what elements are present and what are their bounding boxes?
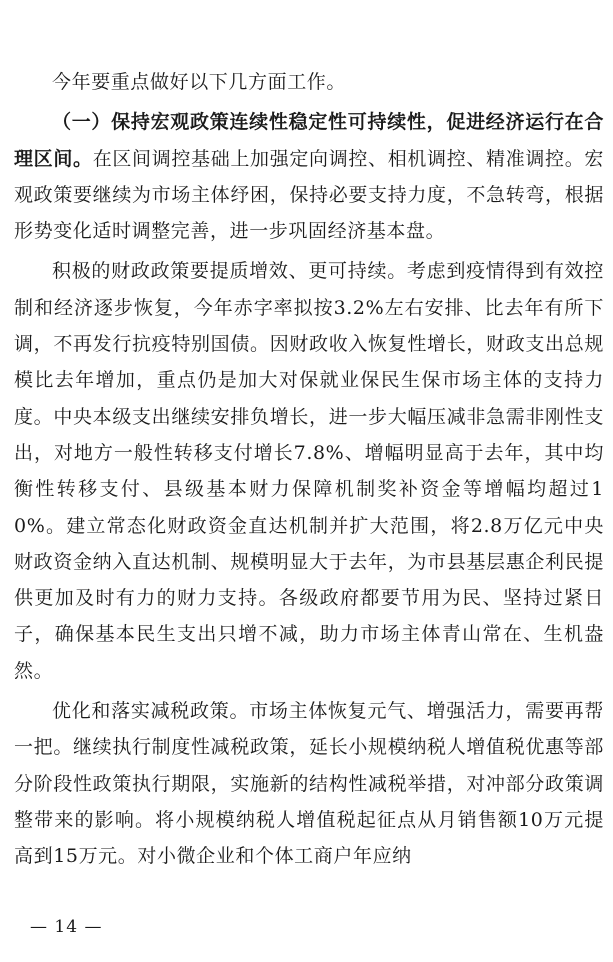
paragraph-section-1 [14,104,604,249]
section-heading: （一）保持宏观政策连续性稳定性可持续性，促进经济运行在合理区间。 [14,111,604,170]
paragraph-text: 积极的财政政策要提质增效、更可持续。考虑到疫情得到有效控制和经济逐步恢复，今年赤字率拟按3.2%左右安排、比去年有所下调，不再发行抗疫特别国债。因财政收入恢复性增长，财政支出总规模比去年增加，重点仍是加大对保就业保民生保市场主体的支持力度。中央本级支出继续安排负增长，进一步大幅压减非急需非刚性支出，对地方一般性转移支付增长7.8%、增幅明显高于去年，其中均衡性转移支付、县级基本财力保障机制奖补资金等增幅均超过10%。建立常态化财政资金直达机制并扩大范围，将2.8万亿元中央财政资金纳入直达机制、规模明显大于去年，为市县基层惠企利民提供更加及时有力的财力支持。各级政府都要节用为民、坚持过紧日子，确保基本民生支出只增不减，助力市场主体青山常在、生机盎然。 [14,260,604,682]
paragraph-fiscal-policy [14,253,604,689]
paragraph-intro [14,64,604,100]
document-body [14,64,604,875]
paragraph-text: 优化和落实减税政策。市场主体恢复元气、增强活力，需要再帮一把。继续执行制度性减税政策，延长小规模纳税人增值税优惠等部分阶段性政策执行期限，实施新的结构性减税举措，对冲部分政策调整带来的影响。将小规模纳税人增值税起征点从月销售额10万元提高到15万元。对小微企业和个体工商户年应纳 [14,700,604,868]
paragraph-tax-policy [14,693,604,874]
paragraph-text: 今年要重点做好以下几方面工作。 [52,71,347,93]
page-number: — 14 — [30,917,103,937]
paragraph-text: 在区间调控基础上加强定向调控、相机调控、精准调控。宏观政策要继续为市场主体纾困，保持必要支持力度，不急转弯，根据形势变化适时调整完善，进一步巩固经济基本盘。 [14,147,604,243]
